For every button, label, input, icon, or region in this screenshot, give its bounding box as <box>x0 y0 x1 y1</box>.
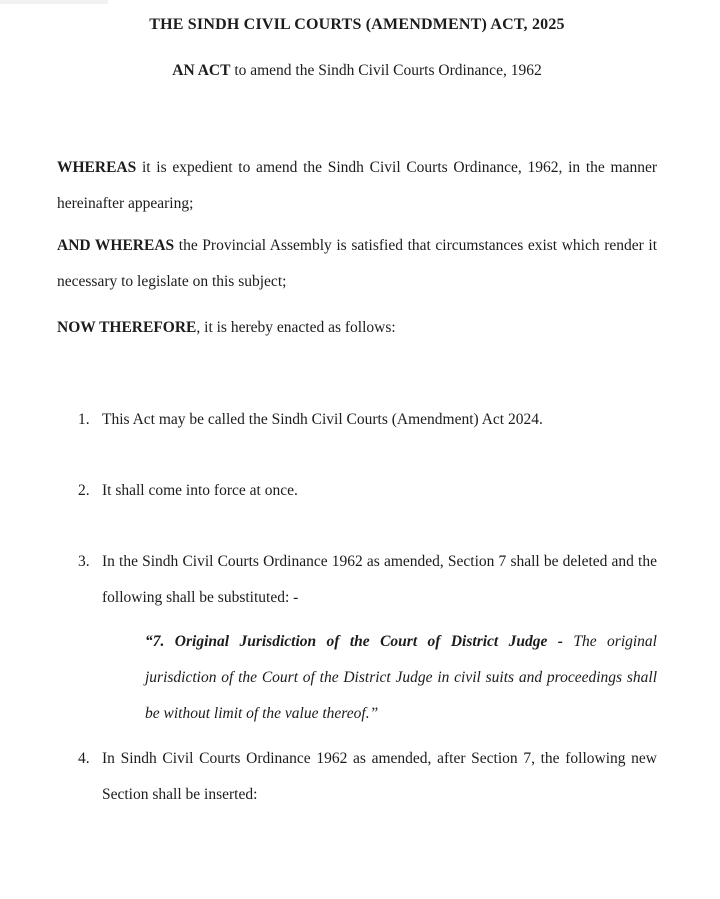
section-2-text: It shall come into force at once. <box>102 482 298 499</box>
preamble-whereas-text: it is expedient to amend the Sindh Civil Courts Ordinance, 1962, in the manner hereinafter appearing; <box>57 159 657 212</box>
section-1-text: This Act may be called the Sindh Civil Courts (Amendment) Act 2024. <box>102 411 543 428</box>
preamble-and-whereas-lead: AND WHEREAS <box>57 237 175 254</box>
scan-edge-artifact <box>0 0 108 4</box>
section-2-number: 2. <box>78 482 90 499</box>
substituted-section-quote <box>145 624 657 732</box>
substituted-section-heading: “7. Original Jurisdiction of the Court of District Judge - <box>145 633 574 650</box>
enacting-clause-text: to amend the Sindh Civil Courts Ordinance, 1962 <box>230 62 542 79</box>
substituted-section-body: The original jurisdiction of the Court of the District Judge in civil suits and proceedings shall be without limit of the value thereof.” <box>145 633 657 722</box>
enacting-clause-lead: AN ACT <box>172 62 231 79</box>
preamble-and-whereas-text: the Provincial Assembly is satisfied that circumstances exist which render it necessary to legislate on this subject; <box>57 237 657 290</box>
preamble-whereas-lead: WHEREAS <box>57 159 137 176</box>
section-4 <box>57 741 657 813</box>
preamble-now-therefore-text: , it is hereby enacted as follows: <box>196 319 396 336</box>
preamble-now-therefore-lead: NOW THEREFORE <box>57 319 197 336</box>
section-2 <box>57 473 657 509</box>
section-3-text: In the Sindh Civil Courts Ordinance 1962 as amended, Section 7 shall be deleted and the following shall be substituted: - <box>102 553 657 606</box>
section-3-number: 3. <box>78 553 90 570</box>
section-1 <box>57 402 657 438</box>
section-3 <box>57 544 657 616</box>
section-4-text: In Sindh Civil Courts Ordinance 1962 as amended, after Section 7, the following new Section shall be inserted: <box>102 750 657 803</box>
document-title: THE SINDH CIVIL COURTS (AMENDMENT) ACT, 2025 <box>149 16 565 33</box>
preamble-now-therefore <box>57 310 657 346</box>
preamble-whereas <box>57 150 657 222</box>
preamble-and-whereas <box>57 228 657 300</box>
section-4-number: 4. <box>78 750 90 767</box>
enacting-clause <box>57 60 657 82</box>
section-1-number: 1. <box>78 411 90 428</box>
